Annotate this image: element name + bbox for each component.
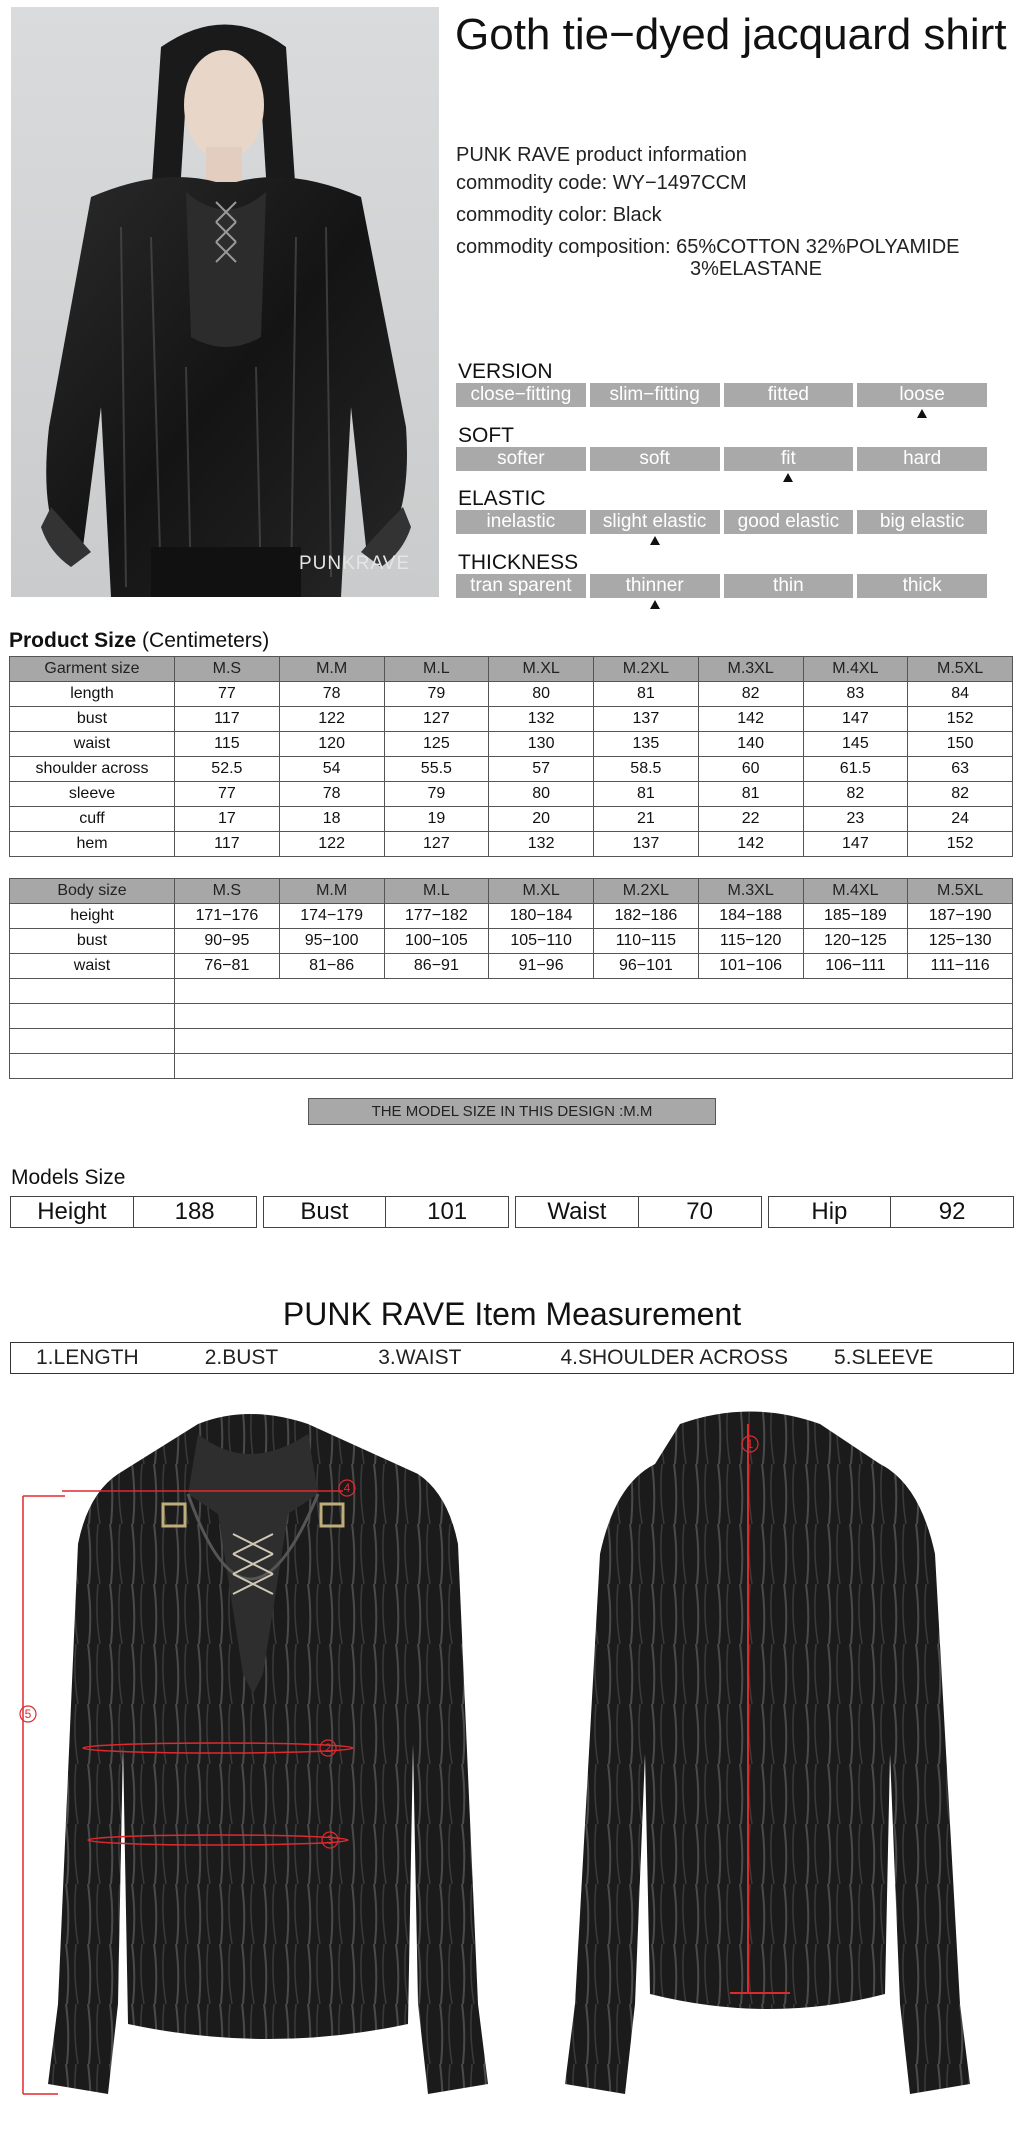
product-title: Goth tie−dyed jacquard shirt [455, 10, 1007, 59]
table-cell: 117 [175, 707, 280, 732]
table-cell: 152 [908, 832, 1013, 857]
table-header-cell: M.L [384, 657, 489, 682]
measurement-title: PUNK RAVE Item Measurement [282, 1296, 742, 1332]
model-measure-cell [515, 1196, 762, 1228]
table-cell: 132 [489, 832, 594, 857]
selected-level-marker [783, 473, 793, 482]
table-row [10, 682, 1013, 707]
table-cell: 185−189 [803, 904, 908, 929]
table-cell: 61.5 [803, 757, 908, 782]
table-cell: 81 [594, 782, 699, 807]
attribute-option: close−fitting [456, 383, 586, 407]
table-cell: 55.5 [384, 757, 489, 782]
table-cell: 171−176 [175, 904, 280, 929]
table-cell: 81−86 [279, 954, 384, 979]
table-row-label: bust [10, 929, 175, 954]
table-row-label [10, 979, 175, 1004]
attribute-option: thinner [590, 574, 720, 598]
table-cell: 122 [279, 832, 384, 857]
table-cell: 52.5 [175, 757, 280, 782]
table-row [10, 929, 1013, 954]
table-cell: 24 [908, 807, 1013, 832]
model-measure-value: 188 [174, 1198, 215, 1225]
table-cell: 81 [698, 782, 803, 807]
table-cell: 120−125 [803, 929, 908, 954]
svg-text:3: 3 [326, 1833, 334, 1847]
table-empty-row [10, 1054, 1013, 1079]
attribute-option: tran sparent [456, 574, 586, 598]
table-cell: 137 [594, 832, 699, 857]
model-measure-value: 92 [938, 1198, 966, 1225]
photo-watermark: PUNKRAVE [299, 553, 411, 574]
table-cell: 137 [594, 707, 699, 732]
table-row [10, 954, 1013, 979]
product-photo [11, 7, 439, 597]
commodity-composition [456, 236, 960, 259]
attribute-option: inelastic [456, 510, 586, 534]
table-row [10, 807, 1013, 832]
table-header-cell: M.4XL [803, 657, 908, 682]
table-row-label [10, 1029, 175, 1054]
commodity-color [456, 204, 662, 227]
attribute-option: softer [456, 447, 586, 471]
table-cell: 82 [803, 782, 908, 807]
svg-text:5: 5 [24, 1707, 32, 1721]
code-label: commodity code: [456, 172, 608, 194]
table-header-cell: M.2XL [594, 657, 699, 682]
composition-value-line2: 3%ELASTANE [690, 258, 822, 280]
table-header-cell: M.4XL [803, 879, 908, 904]
table-cell: 152 [908, 707, 1013, 732]
selected-level-marker [650, 600, 660, 609]
table-cell: 122 [279, 707, 384, 732]
table-cell [175, 1054, 1013, 1079]
table-cell: 127 [384, 832, 489, 857]
brand-info: PUNK RAVE product information [456, 144, 747, 166]
model-measure-label: Height [11, 1197, 134, 1227]
attribute-title: VERSION [458, 360, 553, 383]
attribute-option: slim−fitting [590, 383, 720, 407]
table-cell: 142 [698, 707, 803, 732]
model-measure-value: 70 [686, 1198, 713, 1225]
product-size-heading: Product Size [9, 629, 137, 652]
svg-text:2: 2 [324, 1741, 332, 1755]
table-cell: 182−186 [594, 904, 699, 929]
attribute-option: soft [590, 447, 720, 471]
table-cell: 18 [279, 807, 384, 832]
model-measure-cell [263, 1196, 510, 1228]
attribute-scale-row [456, 383, 987, 407]
table-cell: 101−106 [698, 954, 803, 979]
table-cell: 57 [489, 757, 594, 782]
measurement-item-bust: 2.BUST [204, 1346, 279, 1369]
selected-level-marker [650, 536, 660, 545]
table-empty-row [10, 1004, 1013, 1029]
model-design-size-banner: THE MODEL SIZE IN THIS DESIGN :M.M [308, 1098, 716, 1125]
table-row [10, 757, 1013, 782]
table-row-label: hem [10, 832, 175, 857]
table-cell: 77 [175, 682, 280, 707]
attribute-scale-row [456, 574, 987, 598]
table-cell: 140 [698, 732, 803, 757]
attribute-option: thick [857, 574, 987, 598]
attribute-title: SOFT [458, 424, 514, 447]
measurement-legend [10, 1342, 1014, 1374]
model-wearing-shirt-image [11, 7, 439, 597]
table-cell: 125 [384, 732, 489, 757]
table-cell: 90−95 [175, 929, 280, 954]
model-measure-label: Hip [769, 1197, 892, 1227]
table-header-row [10, 879, 1013, 904]
table-cell: 95−100 [279, 929, 384, 954]
table-cell: 96−101 [594, 954, 699, 979]
table-cell: 78 [279, 782, 384, 807]
table-cell [175, 1004, 1013, 1029]
svg-text:4: 4 [343, 1481, 351, 1495]
table-cell: 83 [803, 682, 908, 707]
table-header-row [10, 657, 1013, 682]
table-header-cell: M.S [175, 879, 280, 904]
product-size-title [9, 629, 269, 653]
model-measure-label: Bust [264, 1197, 387, 1227]
table-cell: 58.5 [594, 757, 699, 782]
table-header-cell: M.S [175, 657, 280, 682]
table-cell: 80 [489, 682, 594, 707]
table-cell: 110−115 [594, 929, 699, 954]
garment-size-table [9, 656, 1013, 857]
table-row [10, 707, 1013, 732]
table-header-cell: M.M [279, 657, 384, 682]
table-header-cell: M.3XL [698, 657, 803, 682]
table-cell: 184−188 [698, 904, 803, 929]
attribute-title: THICKNESS [458, 551, 579, 574]
attribute-option: loose [857, 383, 987, 407]
table-cell: 130 [489, 732, 594, 757]
table-cell: 84 [908, 682, 1013, 707]
measurement-item-waist: 3.WAIST [378, 1346, 462, 1369]
table-cell: 111−116 [908, 954, 1013, 979]
table-cell: 115−120 [698, 929, 803, 954]
table-header-cell: Body size [10, 879, 175, 904]
shirt-back-diagram [560, 1404, 1010, 2104]
color-label: commodity color: [456, 204, 608, 226]
table-cell: 142 [698, 832, 803, 857]
attribute-option: fitted [724, 383, 854, 407]
shirt-front-diagram [18, 1404, 518, 2104]
model-measure-cell [768, 1196, 1015, 1228]
table-header-cell: M.M [279, 879, 384, 904]
table-cell: 86−91 [384, 954, 489, 979]
table-empty-row [10, 979, 1013, 1004]
table-row-label: bust [10, 707, 175, 732]
table-cell: 80 [489, 782, 594, 807]
table-row-label [10, 1004, 175, 1029]
table-header-cell: M.5XL [908, 879, 1013, 904]
table-cell: 117 [175, 832, 280, 857]
table-row [10, 832, 1013, 857]
table-empty-row [10, 1029, 1013, 1054]
table-row-label: shoulder across [10, 757, 175, 782]
table-cell: 145 [803, 732, 908, 757]
table-row-label: waist [10, 732, 175, 757]
table-cell: 60 [698, 757, 803, 782]
table-row-label [10, 1054, 175, 1079]
attribute-option: hard [857, 447, 987, 471]
table-cell: 81 [594, 682, 699, 707]
table-cell: 82 [908, 782, 1013, 807]
table-cell: 135 [594, 732, 699, 757]
table-cell: 63 [908, 757, 1013, 782]
model-measure-value: 101 [427, 1198, 468, 1225]
table-cell: 79 [384, 682, 489, 707]
table-header-cell: M.L [384, 879, 489, 904]
code-value: WY−1497CCM [612, 172, 747, 194]
table-cell: 17 [175, 807, 280, 832]
composition-value: 65%COTTON 32%POLYAMIDE [676, 236, 960, 258]
table-cell: 22 [698, 807, 803, 832]
table-row-label: length [10, 682, 175, 707]
table-cell: 82 [698, 682, 803, 707]
table-cell: 147 [803, 832, 908, 857]
table-cell: 77 [175, 782, 280, 807]
attribute-scale-row [456, 510, 987, 534]
table-row [10, 904, 1013, 929]
model-measure-cell [10, 1196, 257, 1228]
table-cell: 180−184 [489, 904, 594, 929]
table-cell: 76−81 [175, 954, 280, 979]
table-row-label: cuff [10, 807, 175, 832]
model-measure-label: Waist [516, 1197, 639, 1227]
table-row-label: sleeve [10, 782, 175, 807]
color-value: Black [612, 204, 662, 226]
table-cell: 54 [279, 757, 384, 782]
table-cell: 23 [803, 807, 908, 832]
table-cell: 127 [384, 707, 489, 732]
table-cell: 20 [489, 807, 594, 832]
attribute-option: good elastic [724, 510, 854, 534]
table-cell: 120 [279, 732, 384, 757]
product-size-unit: (Centimeters) [142, 629, 270, 652]
table-cell: 105−110 [489, 929, 594, 954]
table-cell: 21 [594, 807, 699, 832]
body-size-table [9, 878, 1013, 1079]
table-cell: 91−96 [489, 954, 594, 979]
table-header-cell: M.3XL [698, 879, 803, 904]
measurement-item-shoulder: 4.SHOULDER ACROSS [560, 1346, 789, 1369]
table-header-cell: M.2XL [594, 879, 699, 904]
measurement-item-sleeve: 5.SLEEVE [834, 1346, 934, 1369]
measurement-item-length: 1.LENGTH [36, 1346, 139, 1369]
table-cell: 100−105 [384, 929, 489, 954]
attribute-option: thin [724, 574, 854, 598]
attribute-option: slight elastic [590, 510, 720, 534]
attribute-option: fit [724, 447, 854, 471]
table-cell: 115 [175, 732, 280, 757]
attribute-option: big elastic [857, 510, 987, 534]
models-size-row [10, 1196, 1014, 1228]
table-cell: 106−111 [803, 954, 908, 979]
commodity-code [456, 172, 747, 195]
table-cell [175, 979, 1013, 1004]
table-header-cell: M.5XL [908, 657, 1013, 682]
composition-label: commodity composition: [456, 236, 671, 258]
table-cell: 125−130 [908, 929, 1013, 954]
table-row [10, 732, 1013, 757]
table-cell: 19 [384, 807, 489, 832]
table-row-label: height [10, 904, 175, 929]
table-cell: 79 [384, 782, 489, 807]
table-row [10, 782, 1013, 807]
table-cell [175, 1029, 1013, 1054]
table-cell: 174−179 [279, 904, 384, 929]
selected-level-marker [917, 409, 927, 418]
table-row-label: waist [10, 954, 175, 979]
table-cell: 177−182 [384, 904, 489, 929]
table-cell: 150 [908, 732, 1013, 757]
table-cell: 132 [489, 707, 594, 732]
marker-length: 1 [746, 1437, 754, 1451]
table-cell: 147 [803, 707, 908, 732]
models-size-title: Models Size [11, 1166, 126, 1189]
attribute-scale-row [456, 447, 987, 471]
attribute-title: ELASTIC [458, 487, 546, 510]
table-header-cell: M.XL [489, 657, 594, 682]
table-header-cell: Garment size [10, 657, 175, 682]
table-cell: 78 [279, 682, 384, 707]
table-header-cell: M.XL [489, 879, 594, 904]
table-cell: 187−190 [908, 904, 1013, 929]
